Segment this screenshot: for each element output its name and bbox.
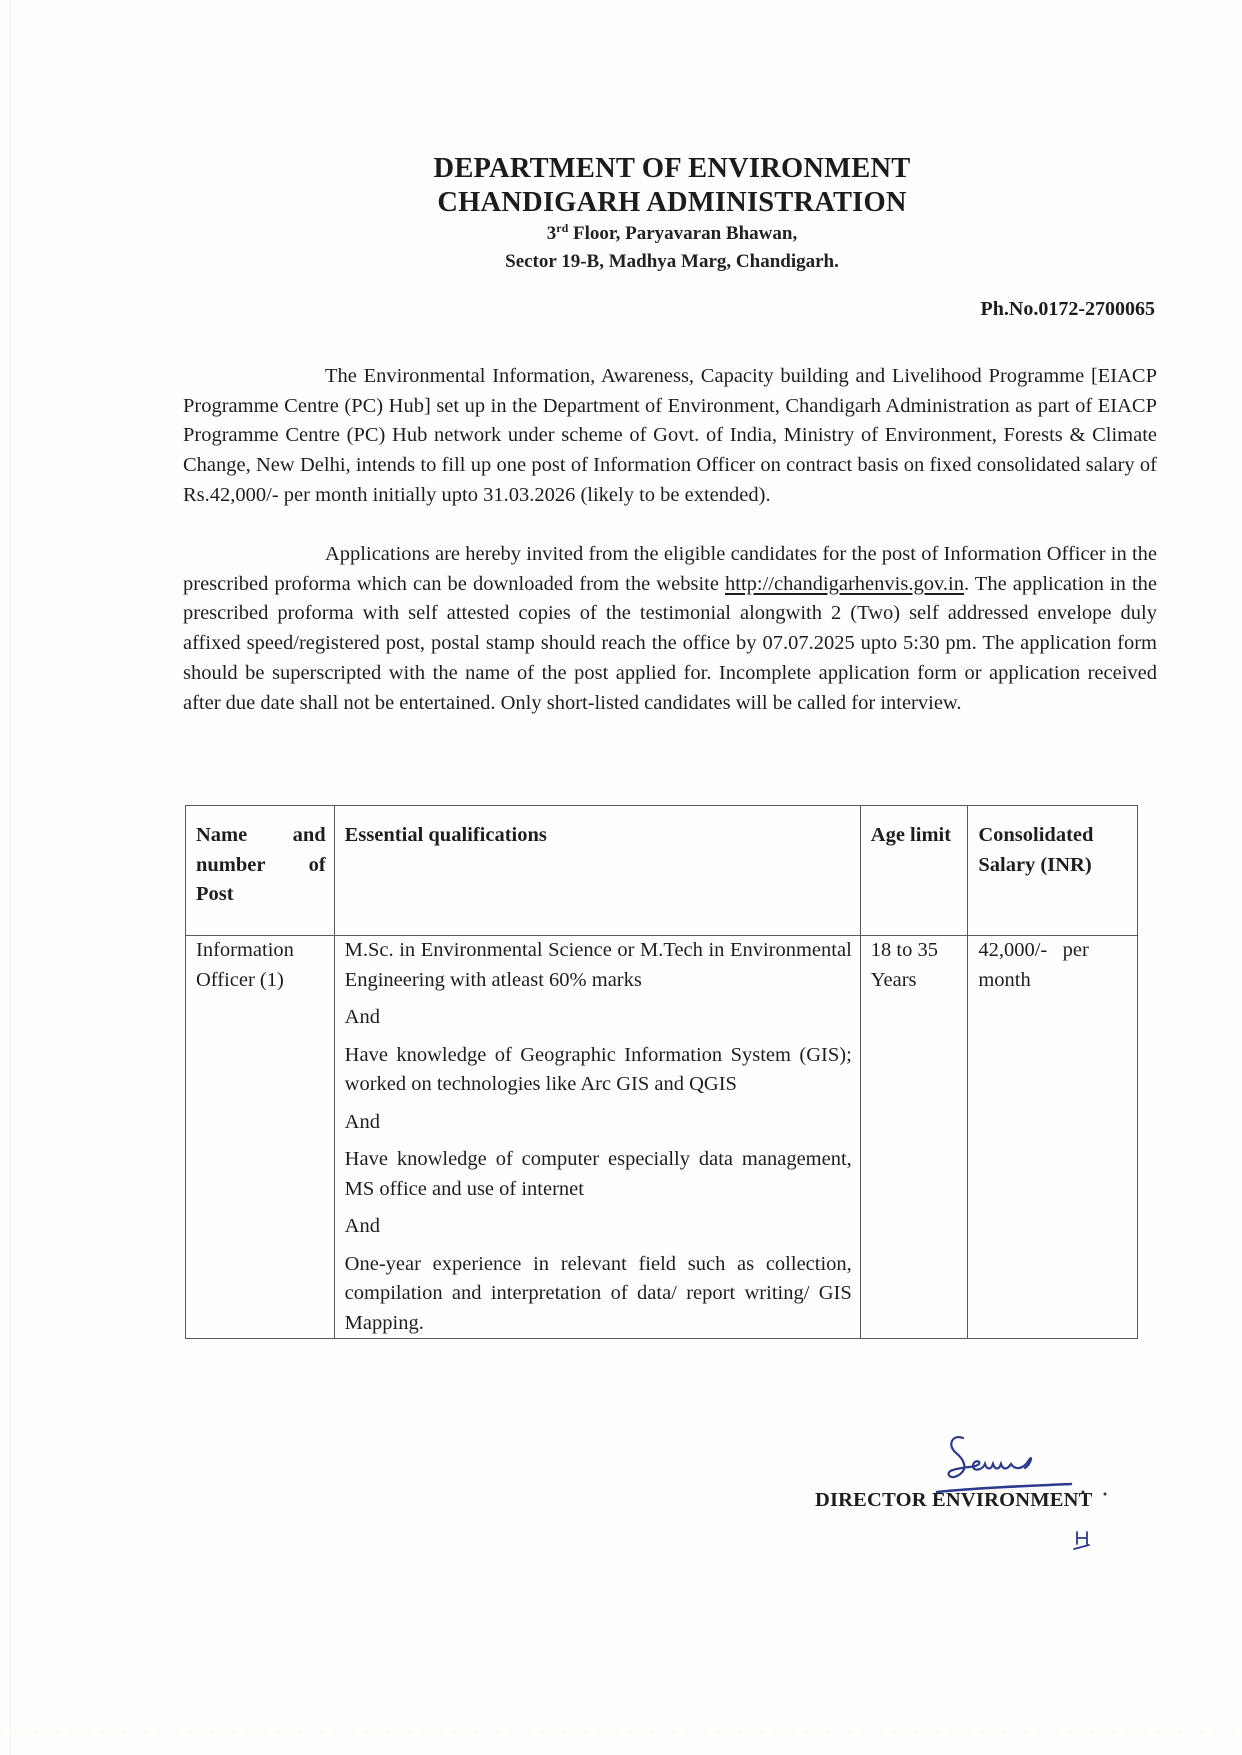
scan-artifact [0,1730,1242,1733]
qualification-item: Have knowledge of Geographic Information System (GIS); worked on technologies like Arc GIS and QGIS [344,1043,852,1095]
header-qualifications: Essential qualifications [334,806,860,936]
floor-number: 3 [546,223,557,244]
qualification-item: One-year experience in relevant field such as collection, compilation and interpretation of data/ report writing/ GIS Mapping. [344,1252,852,1334]
cell-age-limit: 18 to 35 Years [860,936,968,1339]
qualification-conjunction: And [344,1215,380,1237]
intro-paragraph [183,362,1157,511]
application-text-before: Applications are hereby invited from the eligible candidates for the post of Information Officer in the prescribed proforma which can be downloaded from the website [183,543,1157,595]
header-age-limit: Age limit [860,806,968,936]
qualification-conjunction: And [344,1006,380,1028]
org-name-line2: CHANDIGARH ADMINISTRATION [437,187,907,218]
address-line1 [0,220,1242,248]
floor-ordinal: rd [556,221,569,235]
initial-mark-icon [1071,1528,1095,1552]
org-name-line1: DEPARTMENT OF ENVIRONMENT [433,153,911,184]
cell-post: Information Officer (1) [186,936,335,1339]
cell-salary: 42,000/- per month [968,936,1138,1339]
website-link[interactable]: http://chandigarhenvis.gov.in [725,572,964,595]
application-text-after: . The application in the prescribed proforma with self attested copies of the testimonial alongwith 2 (Two) self addressed envelope duly affixed speed/registered post, postal stamp should reach the office by 07.07.2025 upto 5:30 pm. The application form should be superscripted with the name of the post applied for. Incomplete application form or application received after due date shall not be entertained. Only short-listed candidates will be called for interview. [183,572,1157,714]
table-header-row [186,806,1138,936]
cell-qualifications [334,936,860,1339]
qualification-conjunction: And [344,1110,380,1133]
application-paragraph [183,540,1157,718]
intro-text: The Environmental Information, Awareness, Capacity building and Livelihood Programme [EIACP Programme Centre (PC) Hub] set up in the Department of Environment, Chandigarh Administration as part of EIACP Programme Centre (PC) Hub network under scheme of Govt. of India, Ministry of Environment, Forests & Climate Change, New Delhi, intends to fill up one post of Information Officer on contract basis on fixed consolidated salary of Rs.42,000/- per month initially upto 31.03.2026 (likely to be extended). [183,365,1157,506]
qualification-item: Have knowledge of computer especially data management, MS office and use of internet [344,1148,852,1200]
header-salary: Consolidated Salary (INR) [968,806,1138,936]
table-row [186,936,1138,1339]
header-post: Name and number of Post [186,806,335,936]
phone-number: Ph.No.0172-2700065 [980,298,1155,320]
letterhead [0,152,1242,276]
post-details-table [185,805,1138,1339]
signatory-title: DIRECTOR ENVIRONMENT [815,1489,1093,1511]
address-line1-rest: Floor, Paryavaran Bhawan, [568,223,798,244]
qualification-item: M.Sc. in Environmental Science or M.Tech in Environmental Engineering with atleast 60% marks [344,939,852,991]
address-line2: Sector 19-B, Madhya Marg, Chandigarh. [505,251,839,272]
